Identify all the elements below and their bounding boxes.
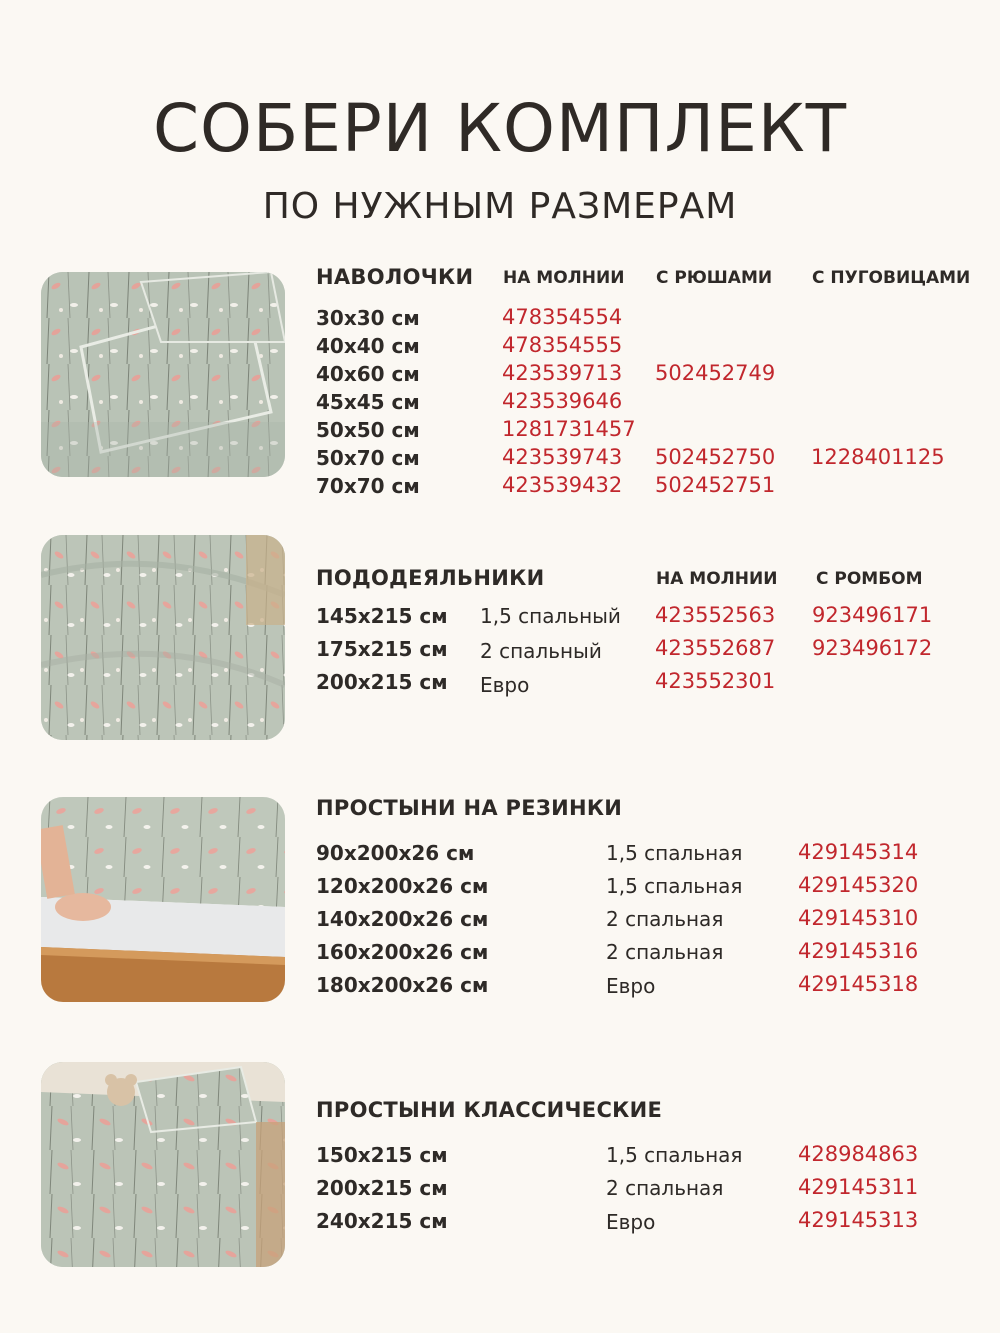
classic-type: 2 спальная xyxy=(606,1176,724,1200)
col-header-zipper: НА МОЛНИИ xyxy=(656,569,778,589)
pillow-ruffles-code[interactable]: 502452749 xyxy=(655,361,776,385)
fitted-type: 2 спальная xyxy=(606,940,724,964)
col-header-rhombus: С РОМБОМ xyxy=(816,569,923,589)
pillows-photo xyxy=(41,272,285,477)
pillow-zipper-code[interactable]: 423539432 xyxy=(502,473,623,497)
fitted-type: 1,5 спальная xyxy=(606,841,743,865)
col-header-buttons: С ПУГОВИЦАМИ xyxy=(812,268,971,288)
pillow-zipper-code[interactable]: 423539646 xyxy=(502,389,623,413)
pillow-size: 70x70 см xyxy=(316,474,420,498)
pillow-zipper-code[interactable]: 478354554 xyxy=(502,305,623,329)
duvet-covers-heading: ПОДОДЕЯЛЬНИКИ xyxy=(316,566,545,590)
pillowcases-heading: НАВОЛОЧКИ xyxy=(316,265,474,289)
pillow-size: 40x60 см xyxy=(316,362,420,386)
classic-code[interactable]: 428984863 xyxy=(798,1142,919,1166)
fitted-type: 1,5 спальная xyxy=(606,874,743,898)
fitted-code[interactable]: 429145316 xyxy=(798,939,919,963)
classic-code[interactable]: 429145313 xyxy=(798,1208,919,1232)
pillow-size: 50x70 см xyxy=(316,446,420,470)
pillow-size: 30x30 см xyxy=(316,306,420,330)
fitted-sheets-heading: ПРОСТЫНИ НА РЕЗИНКИ xyxy=(316,796,623,820)
classic-size: 200x215 см xyxy=(316,1176,448,1200)
duvet-zipper-code[interactable]: 423552563 xyxy=(655,603,776,627)
pillow-zipper-code[interactable]: 1281731457 xyxy=(502,417,636,441)
classic-sheet-photo xyxy=(41,1062,285,1267)
fitted-size: 90x200x26 см xyxy=(316,841,475,865)
classic-type: 1,5 спальная xyxy=(606,1143,743,1167)
duvet-type: Евро xyxy=(480,673,530,697)
page-title: СОБЕРИ КОМПЛЕКТ xyxy=(152,90,848,167)
pillow-ruffles-code[interactable]: 502452751 xyxy=(655,473,776,497)
duvet-zipper-code[interactable]: 423552687 xyxy=(655,636,776,660)
fitted-code[interactable]: 429145318 xyxy=(798,972,919,996)
duvet-size: 200x215 см xyxy=(316,670,448,694)
fitted-code[interactable]: 429145310 xyxy=(798,906,919,930)
duvet-photo xyxy=(41,535,285,740)
fitted-type: Евро xyxy=(606,974,656,998)
page-subtitle: ПО НУЖНЫМ РАЗМЕРАМ xyxy=(262,186,738,227)
duvet-zipper-code[interactable]: 423552301 xyxy=(655,669,776,693)
fitted-size: 140x200x26 см xyxy=(316,907,489,931)
fitted-size: 160x200x26 см xyxy=(316,940,489,964)
col-header-ruffles: С РЮШАМИ xyxy=(656,268,773,288)
classic-code[interactable]: 429145311 xyxy=(798,1175,919,1199)
classic-sheets-heading: ПРОСТЫНИ КЛАССИЧЕСКИЕ xyxy=(316,1098,663,1122)
classic-type: Евро xyxy=(606,1210,656,1234)
classic-size: 240x215 см xyxy=(316,1209,448,1233)
fitted-sheet-photo xyxy=(41,797,285,1002)
duvet-type: 2 спальный xyxy=(480,639,602,663)
fitted-type: 2 спальная xyxy=(606,907,724,931)
fitted-size: 180x200x26 см xyxy=(316,973,489,997)
pillow-zipper-code[interactable]: 423539713 xyxy=(502,361,623,385)
duvet-type: 1,5 спальный xyxy=(480,604,621,628)
fitted-code[interactable]: 429145314 xyxy=(798,840,919,864)
duvet-rhombus-code[interactable]: 923496172 xyxy=(812,636,933,660)
col-header-zipper: НА МОЛНИИ xyxy=(503,268,625,288)
pillow-size: 50x50 см xyxy=(316,418,420,442)
fitted-code[interactable]: 429145320 xyxy=(798,873,919,897)
pillow-size: 40x40 см xyxy=(316,334,420,358)
pillow-zipper-code[interactable]: 478354555 xyxy=(502,333,623,357)
duvet-size: 145x215 см xyxy=(316,604,448,628)
duvet-rhombus-code[interactable]: 923496171 xyxy=(812,603,933,627)
fitted-size: 120x200x26 см xyxy=(316,874,489,898)
duvet-size: 175x215 см xyxy=(316,637,448,661)
pillow-ruffles-code[interactable]: 502452750 xyxy=(655,445,776,469)
classic-size: 150x215 см xyxy=(316,1143,448,1167)
pillow-size: 45x45 см xyxy=(316,390,420,414)
pillow-buttons-code[interactable]: 1228401125 xyxy=(811,445,945,469)
pillow-zipper-code[interactable]: 423539743 xyxy=(502,445,623,469)
